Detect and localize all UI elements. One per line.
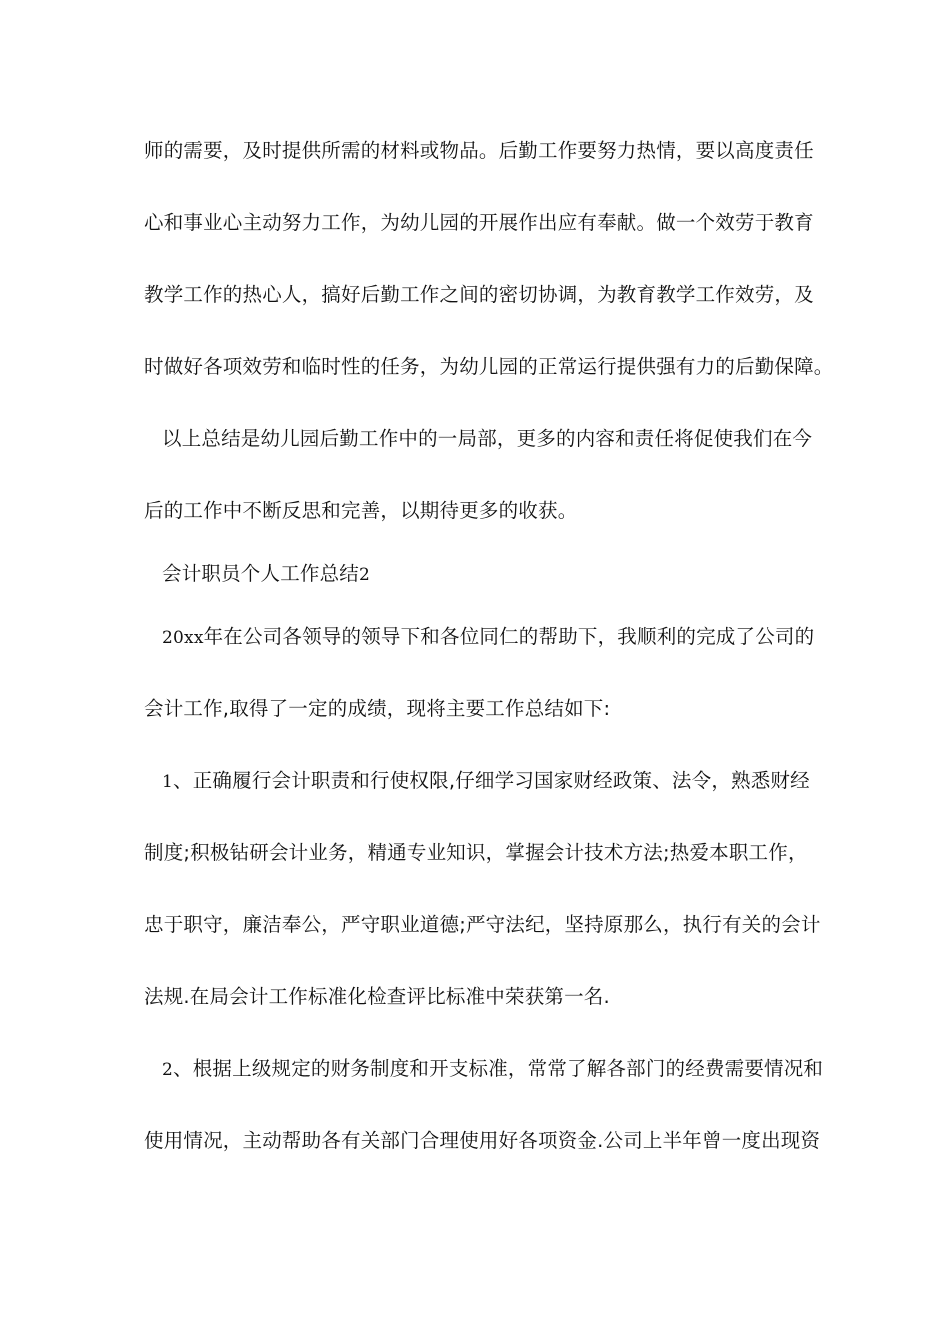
paragraph-line: 师的需要，及时提供所需的材料或物品。后勤工作要努力热情，要以高度责任	[144, 139, 814, 162]
paragraph-line-text: 年在公司各领导的领导下和各位同仁的帮助下，我顺利的完成了公司的	[203, 625, 815, 648]
year-prefix: 20xx	[162, 628, 204, 648]
list-item-text: 、正确履行会计职责和行使权限,仔细学习国家财经政策、法令，熟悉财经	[173, 769, 810, 792]
paragraph-line: 忠于职守，廉洁奉公，严守职业道德;严守法纪，坚持原那么，执行有关的会计	[144, 913, 821, 936]
paragraph-line: 心和事业心主动努力工作，为幼儿园的开展作出应有奉献。做一个效劳于教育	[144, 211, 814, 234]
list-item-number: 2	[162, 1060, 174, 1080]
list-item	[162, 1054, 832, 1085]
list-item-text: 、根据上级规定的财务制度和开支标准，常常了解各部门的经费需要情况和	[173, 1057, 824, 1080]
paragraph-line: 使用情况，主动帮助各有关部门合理使用好各项资金.公司上半年曾一度出现资	[144, 1129, 821, 1152]
paragraph-line: 后的工作中不断反思和完善，以期待更多的收获。	[144, 499, 578, 522]
paragraph-line: 以上总结是幼儿园后勤工作中的一局部，更多的内容和责任将促使我们在今	[162, 427, 813, 450]
list-item-number: 1	[162, 772, 174, 792]
paragraph-line: 会计工作,取得了一定的成绩，现将主要工作总结如下:	[144, 697, 611, 720]
paragraph-line: 制度;积极钻研会计业务，精通专业知识，掌握会计技术方法;热爱本职工作，	[144, 841, 808, 864]
list-item	[162, 766, 832, 797]
section-heading-number: 2	[359, 565, 371, 585]
section-heading-text: 会计职员个人工作总结	[162, 562, 360, 585]
section-heading	[162, 559, 832, 590]
paragraph-line: 法规.在局会计工作标准化检查评比标准中荣获第一名.	[144, 985, 610, 1008]
paragraph-line: 时做好各项效劳和临时性的任务，为幼儿园的正常运行提供强有力的后勤保障。	[144, 355, 834, 378]
paragraph-line: 教学工作的热心人，搞好后勤工作之间的密切协调，为教育教学工作效劳，及	[144, 283, 814, 306]
paragraph-line	[162, 622, 832, 653]
